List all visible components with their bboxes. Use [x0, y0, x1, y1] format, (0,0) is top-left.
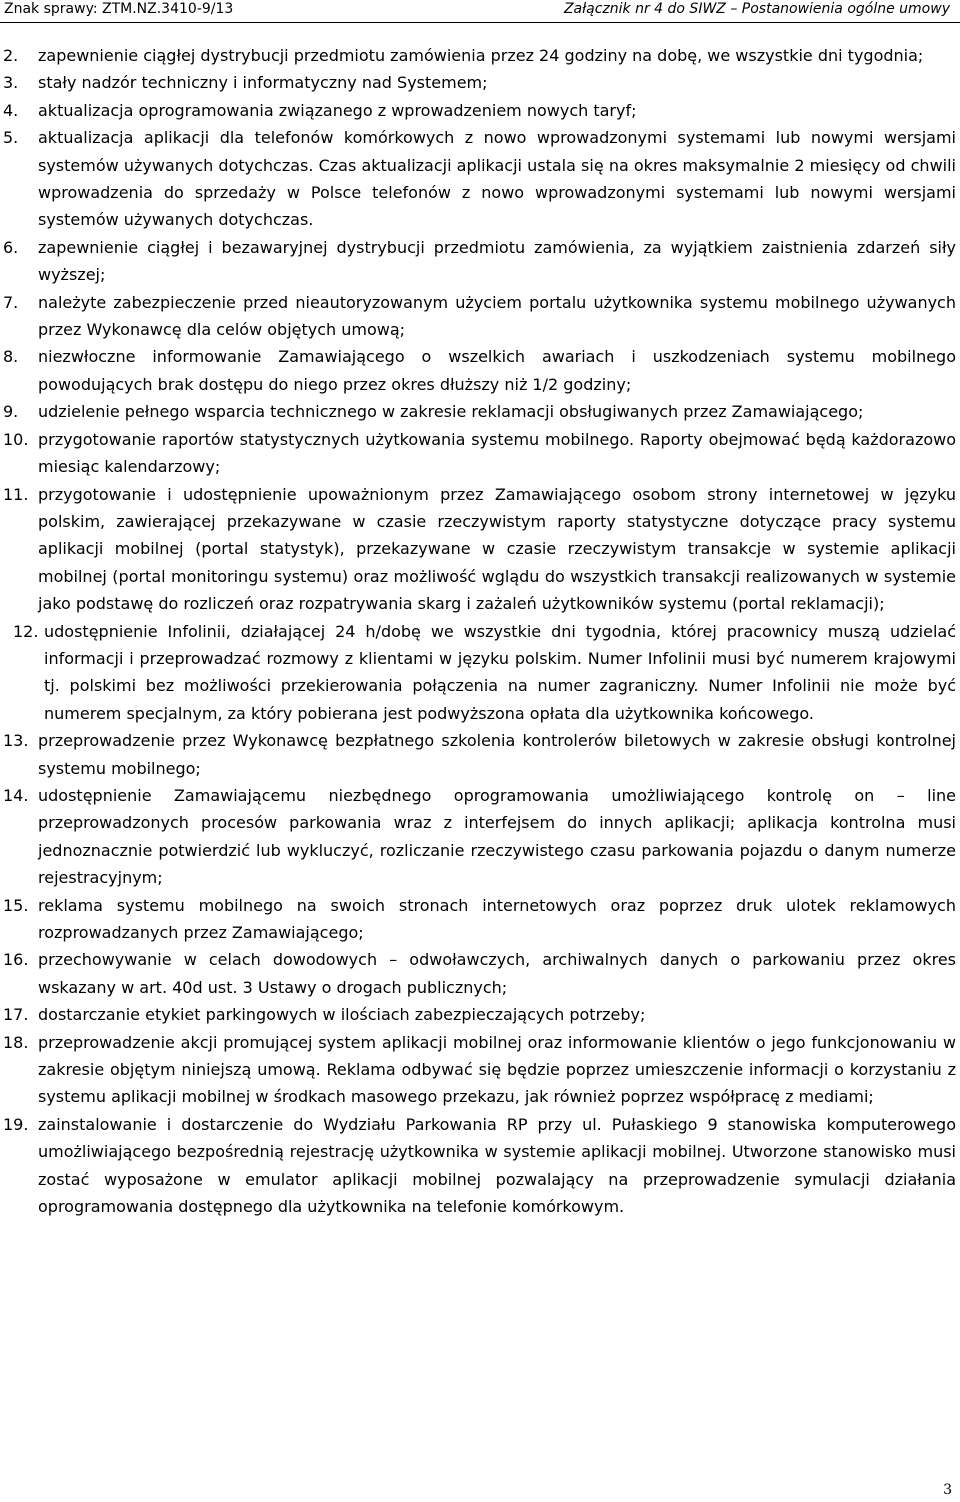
- list-item-text: reklama systemu mobilnego na swoich stronach internetowych oraz poprzez druk ulotek reklamowych rozprowadzanych przez Zamawiającego;: [38, 895, 956, 942]
- list-item-number: 8.: [3, 347, 19, 367]
- list-item: [0, 97, 960, 124]
- list-item-text: niezwłoczne informowanie Zamawiającego o wszelkich awariach i uszkodzeniach systemu mobilnego powodujących brak dostępu do niego przez okres dłuższy niż 1/2 godziny;: [38, 347, 956, 394]
- list-item-text: zainstalowanie i dostarczenie do Wydziału Parkowania RP przy ul. Pułaskiego 9 stanowiska komputerowego umożliwiającego bezpośrednią rejestrację użytkownika w systemie aplikacji mobilnej. Utworzone stanowisko musi zostać wyposażone w emulator aplikacji mobilnej pozwalający na przeprowadzenie symulacji działania oprogramowania dostępnego dla użytkownika na telefonie komórkowym.: [38, 1114, 956, 1217]
- page-number: 3: [943, 1482, 952, 1498]
- list-item: [0, 124, 960, 234]
- list-item-text: aktualizacja aplikacji dla telefonów komórkowych z nowo wprowadzonymi systemami lub nowymi wersjami systemów używanych dotychczas. Czas aktualizacji aplikacji ustala się na okres maksymalnie 2 miesięcy od chwili wprowadzenia do sprzedaży w Polsce telefonów z nowo wprowadzonymi systemami lub nowymi wersjami systemów używanych dotychczas.: [38, 128, 956, 230]
- list-item: [0, 727, 960, 782]
- document-body: [0, 42, 960, 1220]
- list-item-text: przygotowanie raportów statystycznych użytkowania systemu mobilnego. Raporty obejmować będą każdorazowo miesiąc kalendarzowy;: [38, 429, 956, 477]
- attachment-title: Załącznik nr 4 do SIWZ – Postanowienia ogólne umowy: [563, 1, 950, 17]
- list-item-text: przygotowanie i udostępnienie upoważnionym przez Zamawiającego osobom strony internetowej w języku polskim, zawierającej przekazywane w czasie rzeczywistym raporty statystyczne dotyczące pracy systemu aplikacji mobilnej (portal statystyk), przekazywane w czasie rzeczywistym transakcje w systemie aplikacji mobilnej (portal monitoringu systemu) oraz możliwość wglądu do wszystkich transakcji realizowanych w systemie jako podstawę do rozliczeń oraz rozpatrywania skarg i zażaleń użytkowników systemu (portal reklamacji);: [38, 484, 956, 614]
- list-item-text: aktualizacja oprogramowania związanego z wprowadzeniem nowych taryf;: [38, 100, 637, 120]
- list-item-text: udzielenie pełnego wsparcia technicznego w zakresie reklamacji obsługiwanych przez Zamawiającego;: [38, 402, 864, 422]
- list-item-number: 17.: [3, 1005, 29, 1025]
- list-item-number: 14.: [3, 785, 29, 805]
- list-item-text: udostępnienie Zamawiającemu niezbędnego oprogramowania umożliwiającego kontrolę on – line przeprowadzonych procesów parkowania wraz z interfejsem do innych aplikacji; aplikacja kontrolna musi jednoznacznie potwierdzić lub wykluczyć, rozliczanie rzeczywistego czasu parkowania pojazdu o danym numerze rejestracyjnym;: [38, 785, 956, 888]
- list-item-number: 18.: [3, 1032, 29, 1052]
- list-item-text: przechowywanie w celach dowodowych – odwoławczych, archiwalnych danych o parkowaniu przez okres wskazany w art. 40d ust. 3 Ustawy o drogach publicznych;: [38, 950, 956, 997]
- list-item: [0, 1111, 960, 1221]
- list-item-text: przeprowadzenie przez Wykonawcę bezpłatnego szkolenia kontrolerów biletowych w zakresie obsługi kontrolnej systemu mobilnego;: [38, 731, 956, 778]
- list-item: [0, 782, 960, 892]
- list-item: [0, 1029, 960, 1111]
- list-item-number: 10.: [3, 429, 29, 449]
- list-item-number: 4.: [3, 100, 19, 120]
- list-item: [0, 289, 960, 344]
- list-item-number: 7.: [3, 292, 19, 312]
- list-item: [0, 42, 960, 69]
- case-reference: Znak sprawy: ZTM.NZ.3410-9/13: [4, 1, 234, 17]
- list-item-number: 2.: [3, 46, 19, 65]
- list-item-text: zapewnienie ciągłej dystrybucji przedmiotu zamówienia przez 24 godziny na dobę, we wszystkie dni tygodnia;: [38, 46, 924, 65]
- list-item-number: 19.: [3, 1114, 29, 1134]
- list-item: [0, 426, 960, 481]
- list-item: [0, 343, 960, 398]
- list-item: [0, 892, 960, 947]
- list-item-number: 3.: [3, 73, 19, 93]
- list-item: [0, 481, 960, 618]
- list-item: [0, 234, 960, 289]
- list-item-text: należyte zabezpieczenie przed nieautoryzowanym użyciem portalu użytkownika systemu mobilnego używanych przez Wykonawcę dla celów objętych umową;: [38, 292, 956, 340]
- list-item-number: 6.: [3, 237, 19, 257]
- list-item-number: 5.: [3, 128, 19, 148]
- list-item-number: 15.: [3, 895, 29, 915]
- list-item-number: 12.: [13, 621, 39, 641]
- list-item-number: 16.: [3, 950, 29, 970]
- page-header: [0, 0, 960, 23]
- list-item: [0, 69, 960, 96]
- list-item: [0, 398, 960, 425]
- list-item-number: 9.: [3, 402, 19, 422]
- list-item: [0, 946, 960, 1001]
- list-item-number: 13.: [3, 731, 29, 751]
- list-item: [0, 618, 960, 728]
- list-item-text: zapewnienie ciągłej i bezawaryjnej dystrybucji przedmiotu zamówienia, za wyjątkiem zaistnienia zdarzeń siły wyższej;: [38, 237, 956, 285]
- list-item-number: 11.: [3, 484, 29, 504]
- list-item-text: udostępnienie Infolinii, działającej 24 h/dobę we wszystkie dni tygodnia, której pracownicy muszą udzielać informacji i przeprowadzać rozmowy z klientami w języku polskim. Numer Infolinii musi być numerem krajowymi tj. polskimi bez możliwości przekierowania połączenia na numer zagraniczny. Numer Infolinii nie może być numerem specjalnym, za który pobierana jest podwyższona opłata dla użytkownika końcowego.: [44, 621, 956, 723]
- list-item-text: stały nadzór techniczny i informatyczny nad Systemem;: [38, 73, 488, 93]
- list-item-text: dostarczanie etykiet parkingowych w ilościach zabezpieczających potrzeby;: [38, 1005, 646, 1025]
- list-item-text: przeprowadzenie akcji promującej system aplikacji mobilnej oraz informowanie klientów o jego funkcjonowaniu w zakresie objętym niniejszą umową. Reklama odbywać się będzie poprzez umieszczenie informacji o korzystaniu z systemu aplikacji mobilnej w środkach masowego przekazu, jak również poprzez współpracę z mediami;: [38, 1032, 956, 1107]
- list-item: [0, 1001, 960, 1028]
